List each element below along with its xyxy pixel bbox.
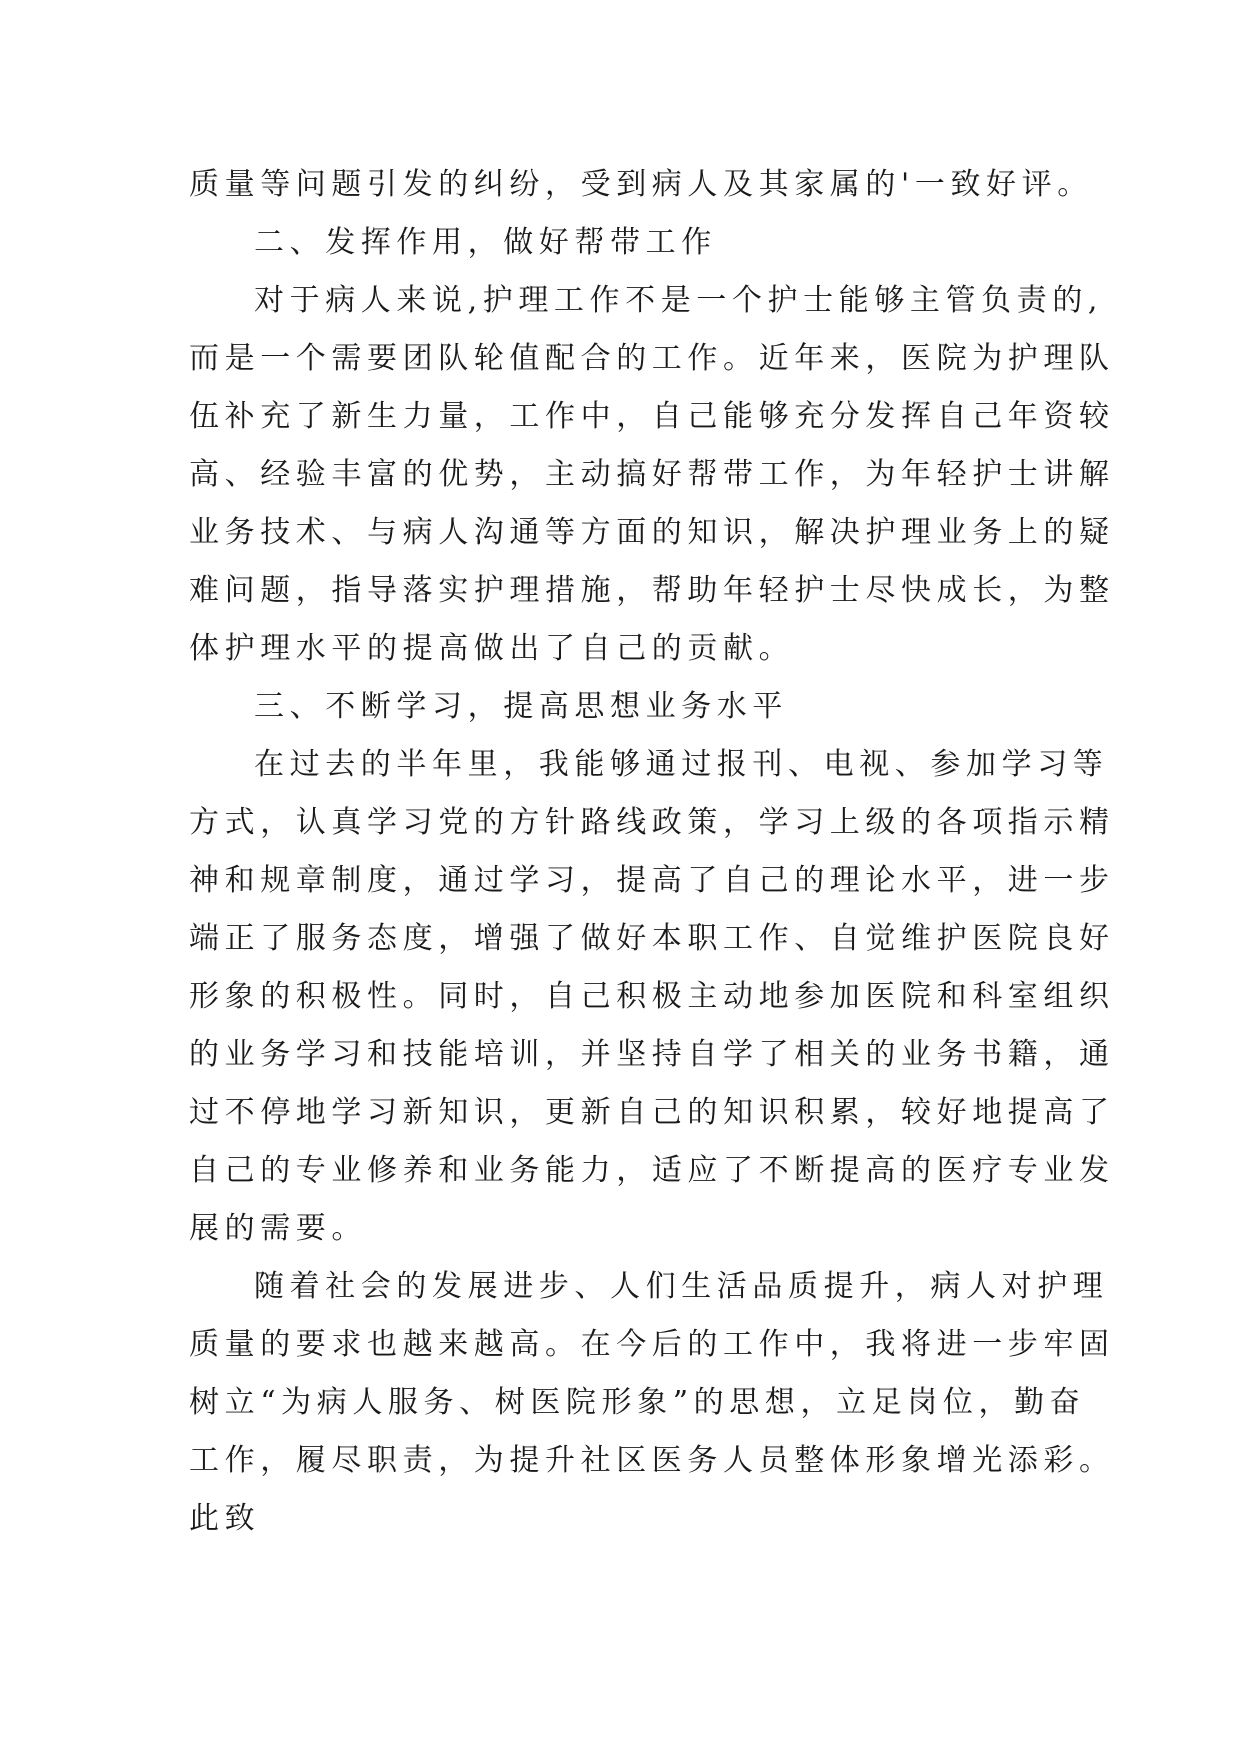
text-line: 的业务学习和技能培训，并坚持自学了相关的业务书籍，通	[189, 1037, 1115, 1072]
text-line: 端正了服务态度，增强了做好本职工作、自觉维护医院良好	[189, 921, 1115, 956]
text-line: 随着社会的发展进步、人们生活品质提升，病人对护理	[254, 1269, 1109, 1304]
section-heading: 二、发挥作用，做好帮带工作	[254, 225, 717, 260]
text-line: 高、经验丰富的优势，主动搞好帮带工作，为年轻护士讲解	[189, 457, 1115, 492]
text-line: 难问题，指导落实护理措施，帮助年轻护士尽快成长，为整	[189, 573, 1115, 608]
text-line: 展的需要。	[189, 1211, 367, 1246]
text-line: 质量等问题引发的纠纷，受到病人及其家属的'一致好评。	[189, 167, 1093, 202]
text-line: 神和规章制度，通过学习，提高了自己的理论水平，进一步	[189, 863, 1115, 898]
closing-salutation: 此致	[189, 1501, 261, 1536]
text-line: 而是一个需要团队轮值配合的工作。近年来，医院为护理队	[189, 341, 1115, 376]
text-line: 树立“为病人服务、树医院形象”的思想，立足岗位，勤奋	[189, 1385, 1086, 1420]
text-line: 对于病人来说,护理工作不是一个护士能够主管负责的,	[254, 283, 1104, 318]
text-line: 方式，认真学习党的方针路线政策，学习上级的各项指示精	[189, 805, 1115, 840]
section-heading: 三、不断学习，提高思想业务水平	[254, 689, 788, 724]
text-line: 在过去的半年里，我能够通过报刊、电视、参加学习等	[254, 747, 1109, 782]
text-line: 伍补充了新生力量，工作中，自己能够充分发挥自己年资较	[189, 399, 1115, 434]
text-line: 业务技术、与病人沟通等方面的知识，解决护理业务上的疑	[189, 515, 1115, 550]
text-line: 过不停地学习新知识，更新自己的知识积累，较好地提高了	[189, 1095, 1115, 1130]
text-line: 工作，履尽职责，为提升社区医务人员整体形象增光添彩。	[189, 1443, 1115, 1478]
text-line: 质量的要求也越来越高。在今后的工作中，我将进一步牢固	[189, 1327, 1115, 1362]
text-line: 自己的专业修养和业务能力，适应了不断提高的医疗专业发	[189, 1153, 1115, 1188]
text-line: 形象的积极性。同时，自己积极主动地参加医院和科室组织	[189, 979, 1115, 1014]
text-line: 体护理水平的提高做出了自己的贡献。	[189, 631, 795, 666]
